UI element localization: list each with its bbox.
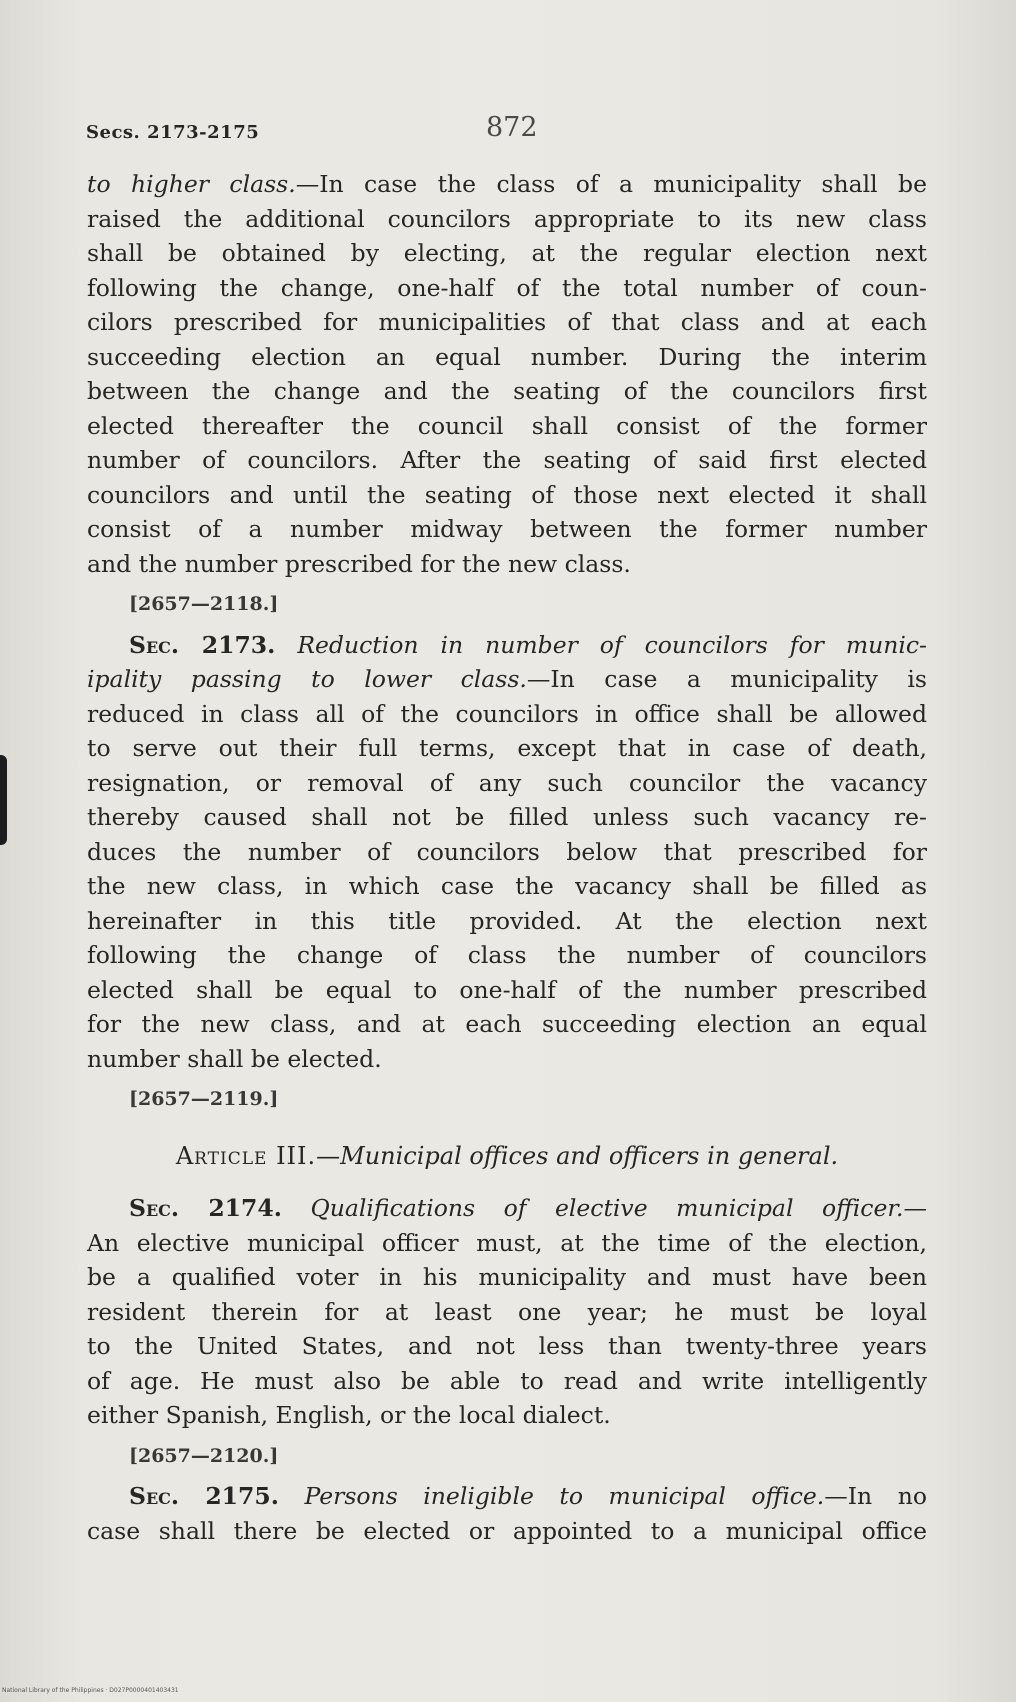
text-line: number shall be elected. [87, 1044, 382, 1073]
italic-heading: to higher class. [87, 170, 296, 198]
section-range: Secs. 2173-2175 [86, 122, 260, 143]
section-title: Qualifications of elective municipal officer.— [310, 1194, 927, 1222]
text-line: elected thereafter the council shall consist of the former [87, 411, 927, 440]
section-title: Reduction in number of councilors for munic- [297, 630, 927, 659]
text-line: thereby caused shall not be filled unless such vacancy re- [87, 803, 927, 831]
paragraph-higher-class [87, 167, 927, 581]
article-heading [87, 1139, 927, 1174]
text-line: for the new class, and at each succeeding election an equal [87, 1010, 927, 1038]
section-2173 [87, 628, 927, 1077]
citation: [2657—2120.] [129, 1444, 279, 1467]
text-line: to the United States, and not less than twenty-three years [87, 1332, 927, 1360]
text-line: the new class, in which case the vacancy shall be filled as [87, 872, 927, 900]
text-line: councilors and until the seating of those next elected it shall [87, 480, 927, 509]
text-line: between the change and the seating of the councilors first [87, 377, 927, 405]
section-2174 [87, 1191, 927, 1433]
page-number: 872 [486, 112, 538, 143]
section-label: Sec. 2174. [129, 1194, 282, 1222]
text-line: number of councilors. After the seating of said first elected [87, 446, 927, 474]
text-line: An elective municipal officer must, at the time of the election, [87, 1228, 927, 1257]
text-line: elected shall be equal to one-half of the number prescribed [87, 975, 927, 1004]
page-body [87, 167, 927, 1548]
text-line: to higher class.—In case the class of a municipality shall be [87, 170, 927, 198]
text-line: cilors prescribed for municipalities of that class and at each [87, 308, 927, 336]
text-line: and the number prescribed for the new class. [87, 549, 631, 578]
section-label: Sec. 2175. [129, 1482, 279, 1510]
text-line: following the change, one-half of the total number of coun- [87, 273, 927, 302]
text-line: shall be obtained by electing, at the regular election next [87, 239, 927, 267]
section-title: ipality passing to lower class. [87, 665, 527, 693]
text-line: consist of a number midway between the former number [87, 515, 927, 543]
text-line: following the change of class the number of councilors [87, 941, 927, 969]
text-line: hereinafter in this title provided. At the election next [87, 906, 927, 935]
text-line: Sec. 2175. Persons ineligible to municipal office.—In no [129, 1482, 927, 1510]
citation: [2657—2118.] [129, 593, 279, 615]
text-line [87, 1191, 927, 1226]
article-title: —Municipal offices and officers in general. [316, 1141, 839, 1170]
section-2175 [87, 1479, 927, 1548]
text-line: reduced in class all of the councilors in office shall be allowed [87, 699, 927, 728]
scan-blemish [0, 755, 7, 845]
text-line: to serve out their full terms, except that in case of death, [87, 734, 927, 762]
text-line: either Spanish, English, or the local dialect. [87, 1401, 611, 1429]
text-line: raised the additional councilors appropriate to its new class [87, 204, 927, 233]
text-line: succeeding election an equal number. During the interim [87, 342, 927, 371]
text-line: of age. He must also be able to read and write intelligently [87, 1366, 927, 1395]
text-line: be a qualified voter in his municipality and must have been [87, 1263, 927, 1291]
section-title: Persons ineligible to municipal office. [304, 1482, 825, 1510]
text-line: resignation, or removal of any such councilor the vacancy [87, 768, 927, 797]
section-label: Sec. 2173. [129, 630, 276, 659]
text-line: resident therein for at least one year; he must be loyal [87, 1297, 927, 1326]
text-line: duces the number of councilors below that prescribed for [87, 837, 927, 866]
citation: [2657—2119.] [129, 1088, 279, 1110]
article-label: Article III. [175, 1141, 317, 1170]
text-line: case shall there be elected or appointed to a municipal office [87, 1516, 927, 1545]
footer-watermark: National Library of the Philippines · D027P0000401403431 [2, 1687, 179, 1694]
text-line [87, 628, 927, 663]
page-header [86, 112, 926, 152]
text-line: ipality passing to lower class.—In case a municipality is [87, 665, 927, 693]
